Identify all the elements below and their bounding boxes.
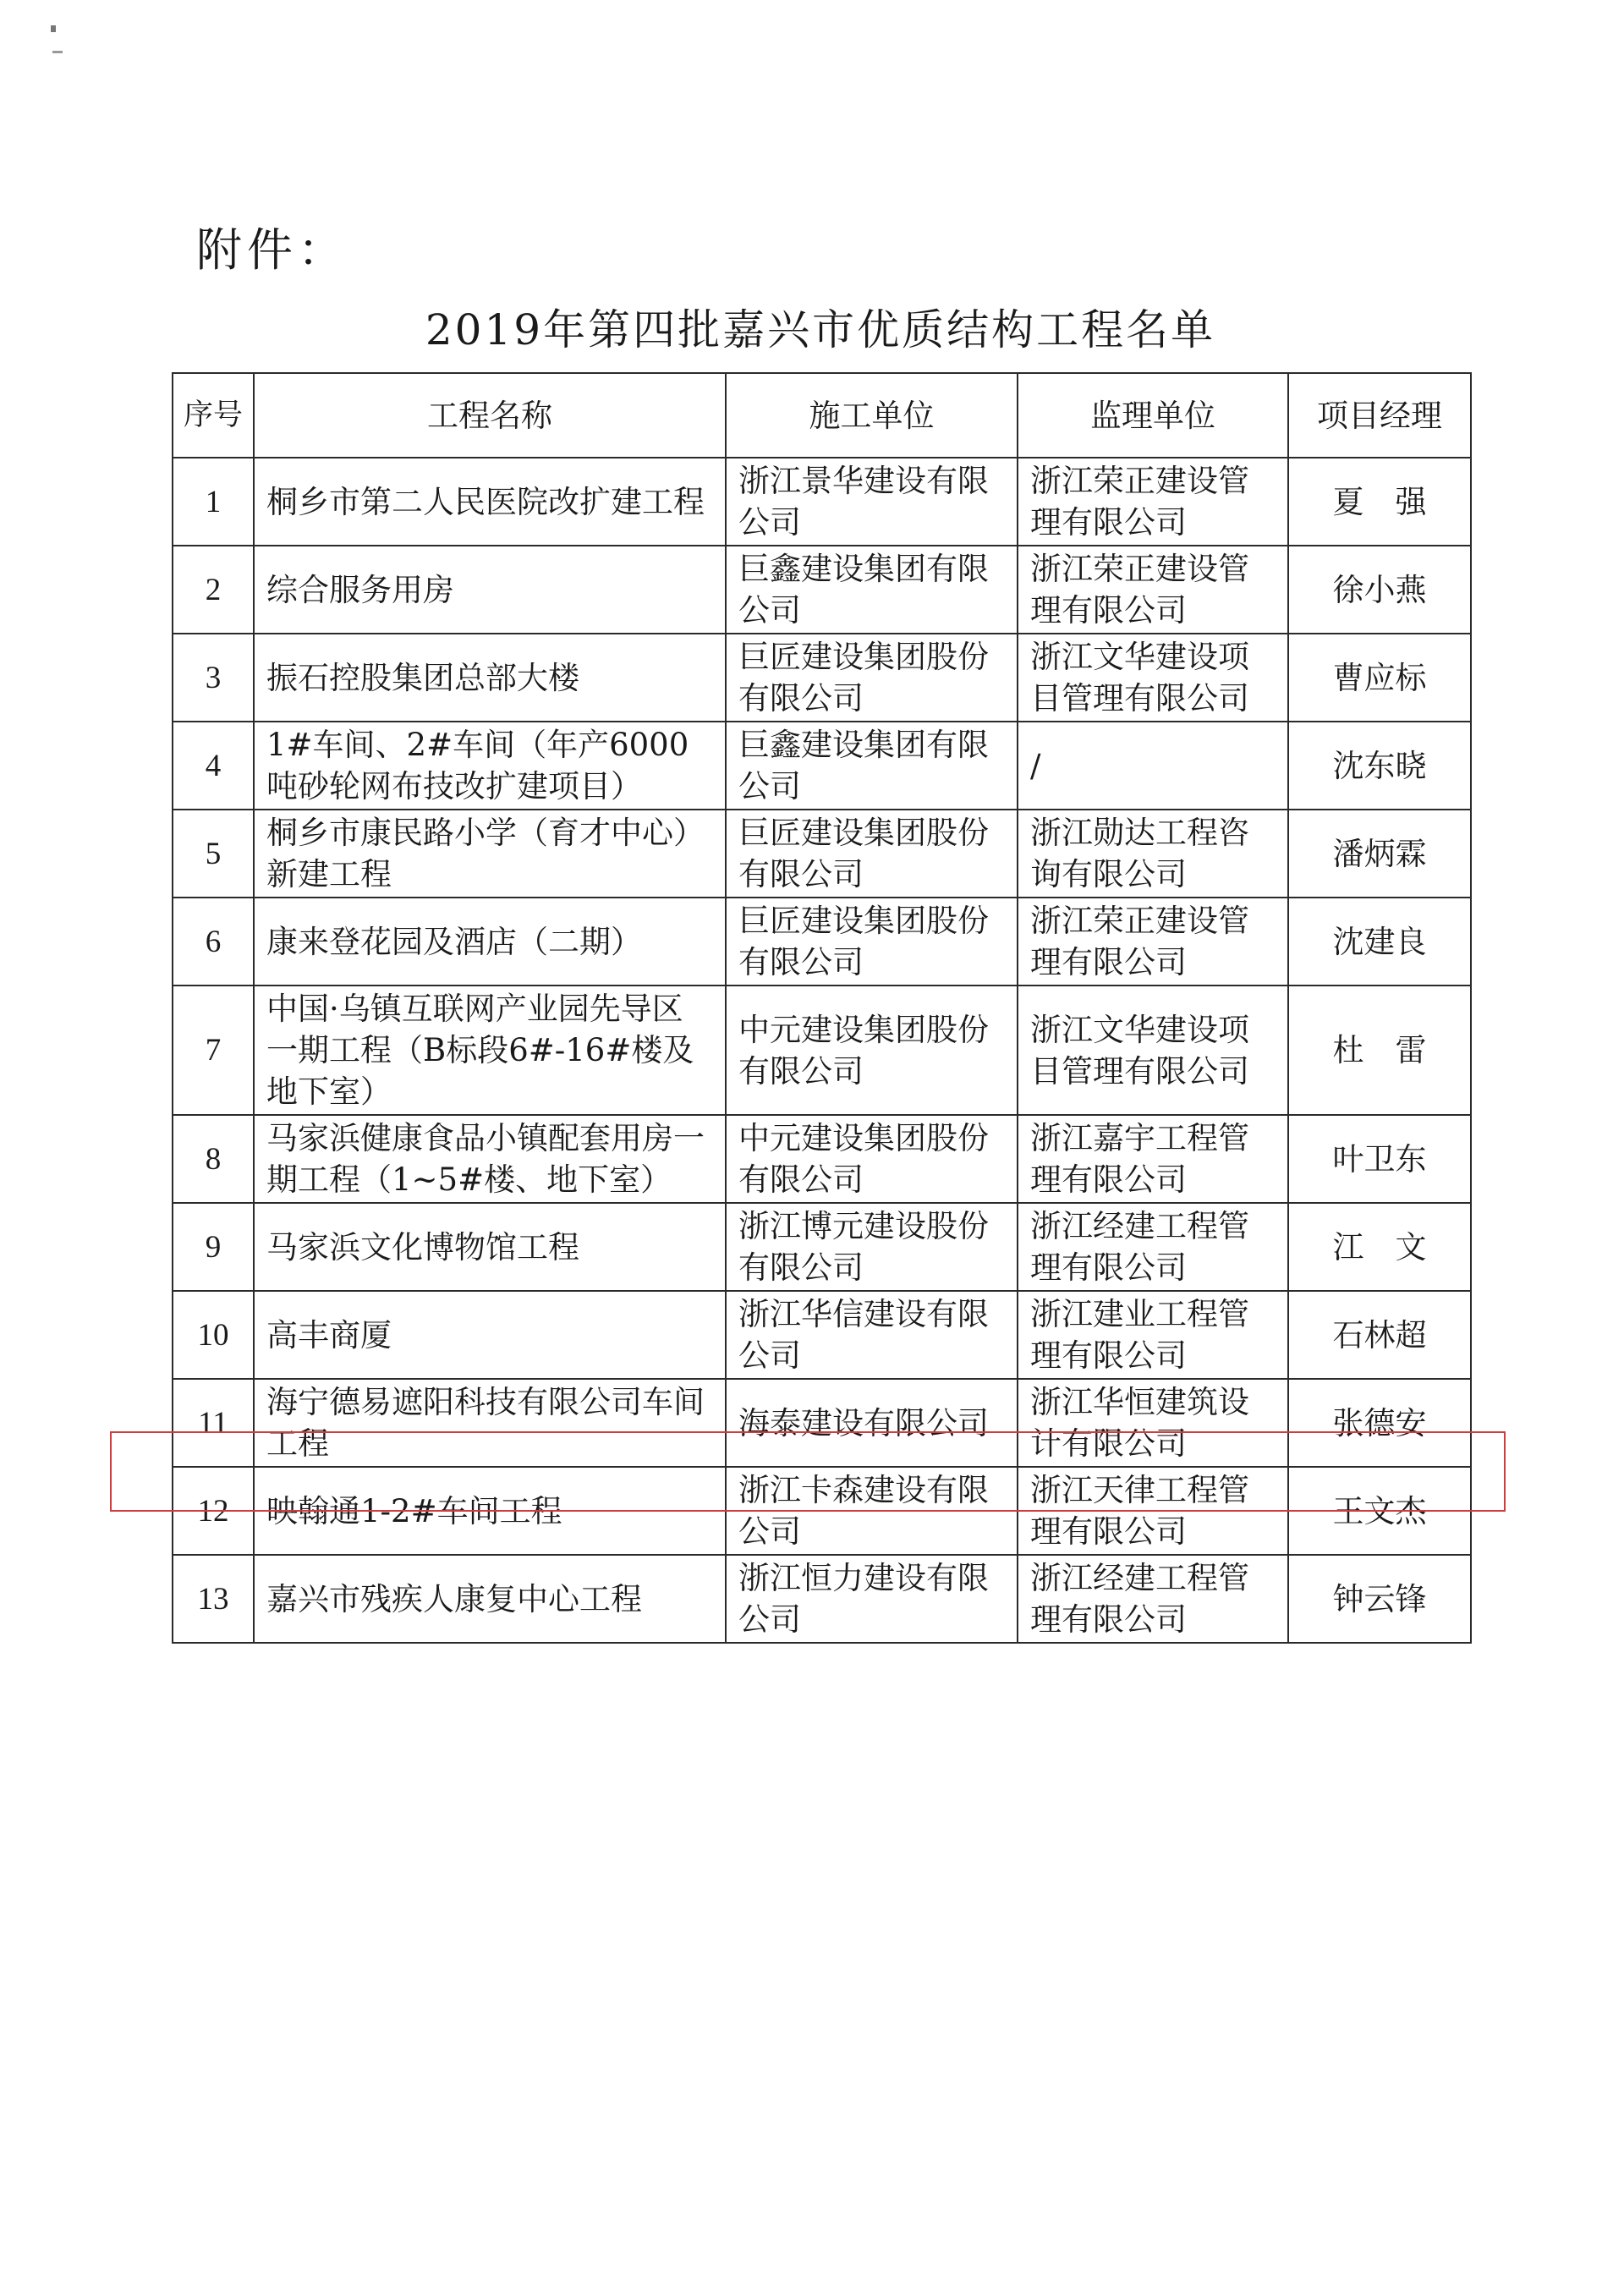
cell-supervisor: 浙江文华建设项目管理有限公司	[1018, 986, 1288, 1115]
table-row	[173, 810, 1471, 898]
table-row	[173, 458, 1471, 546]
cell-project-name: 高丰商厦	[254, 1291, 726, 1379]
cell-project-name: 马家浜健康食品小镇配套用房一期工程（1~5#楼、地下室）	[254, 1115, 726, 1203]
cell-contractor: 中元建设集团股份有限公司	[726, 986, 1018, 1115]
cell-contractor: 浙江景华建设有限公司	[726, 458, 1018, 546]
cell-project-manager: 沈建良	[1288, 898, 1471, 986]
cell-contractor: 中元建设集团股份有限公司	[726, 1115, 1018, 1203]
project-list-table	[172, 372, 1472, 1644]
cell-contractor: 巨匠建设集团股份有限公司	[726, 634, 1018, 722]
cell-project-name: 中国·乌镇互联网产业园先导区一期工程（B标段6#-16#楼及地下室）	[254, 986, 726, 1115]
header-no: 序号	[173, 373, 254, 458]
scan-artifact	[51, 25, 56, 32]
cell-supervisor: 浙江文华建设项目管理有限公司	[1018, 634, 1288, 722]
cell-no: 1	[173, 458, 254, 546]
cell-no: 11	[173, 1379, 254, 1467]
table-row	[173, 634, 1471, 722]
cell-project-name: 桐乡市康民路小学（育才中心）新建工程	[254, 810, 726, 898]
cell-supervisor: 浙江天律工程管理有限公司	[1018, 1467, 1288, 1555]
header-contractor: 施工单位	[726, 373, 1018, 458]
cell-project-manager: 徐小燕	[1288, 546, 1471, 634]
cell-no: 9	[173, 1203, 254, 1291]
cell-project-manager: 石林超	[1288, 1291, 1471, 1379]
cell-contractor: 浙江博元建设股份有限公司	[726, 1203, 1018, 1291]
cell-project-manager: 张德安	[1288, 1379, 1471, 1467]
cell-contractor: 浙江华信建设有限公司	[726, 1291, 1018, 1379]
cell-project-manager: 曹应标	[1288, 634, 1471, 722]
cell-supervisor: 浙江嘉宇工程管理有限公司	[1018, 1115, 1288, 1203]
cell-supervisor: 浙江经建工程管理有限公司	[1018, 1203, 1288, 1291]
cell-project-name: 桐乡市第二人民医院改扩建工程	[254, 458, 726, 546]
cell-no: 6	[173, 898, 254, 986]
header-supervisor: 监理单位	[1018, 373, 1288, 458]
cell-project-name: 马家浜文化博物馆工程	[254, 1203, 726, 1291]
cell-project-manager: 叶卫东	[1288, 1115, 1471, 1203]
cell-project-manager: 杜 雷	[1288, 986, 1471, 1115]
scan-artifact	[52, 51, 63, 53]
cell-project-manager: 江 文	[1288, 1203, 1471, 1291]
cell-contractor: 巨鑫建设集团有限公司	[726, 722, 1018, 810]
attachment-label: 附件：	[196, 223, 348, 277]
cell-supervisor: 浙江荣正建设管理有限公司	[1018, 458, 1288, 546]
table-row	[173, 1203, 1471, 1291]
cell-project-name: 1#车间、2#车间（年产6000吨砂轮网布技改扩建项目）	[254, 722, 726, 810]
table-row	[173, 898, 1471, 986]
table-row	[173, 1115, 1471, 1203]
cell-supervisor: 浙江勋达工程咨询有限公司	[1018, 810, 1288, 898]
cell-no: 13	[173, 1555, 254, 1643]
cell-project-name: 嘉兴市残疾人康复中心工程	[254, 1555, 726, 1643]
cell-project-name: 综合服务用房	[254, 546, 726, 634]
cell-contractor: 巨匠建设集团股份有限公司	[726, 898, 1018, 986]
cell-project-manager: 沈东晓	[1288, 722, 1471, 810]
cell-contractor: 巨鑫建设集团有限公司	[726, 546, 1018, 634]
header-manager: 项目经理	[1288, 373, 1471, 458]
table-row	[173, 986, 1471, 1115]
table-row	[173, 1467, 1471, 1555]
cell-contractor: 巨匠建设集团股份有限公司	[726, 810, 1018, 898]
cell-supervisor: 浙江荣正建设管理有限公司	[1018, 898, 1288, 986]
cell-project-manager: 夏 强	[1288, 458, 1471, 546]
table-row	[173, 722, 1471, 810]
table-row	[173, 1379, 1471, 1467]
cell-contractor: 浙江恒力建设有限公司	[726, 1555, 1018, 1643]
cell-no: 10	[173, 1291, 254, 1379]
table-header-row	[173, 373, 1471, 458]
table-row	[173, 1291, 1471, 1379]
cell-supervisor: 浙江经建工程管理有限公司	[1018, 1555, 1288, 1643]
cell-no: 2	[173, 546, 254, 634]
cell-project-name: 康来登花园及酒店（二期）	[254, 898, 726, 986]
cell-no: 3	[173, 634, 254, 722]
header-project: 工程名称	[254, 373, 726, 458]
cell-supervisor: /	[1018, 722, 1288, 810]
cell-supervisor: 浙江建业工程管理有限公司	[1018, 1291, 1288, 1379]
cell-project-manager: 钟云锋	[1288, 1555, 1471, 1643]
cell-contractor: 浙江卡森建设有限公司	[726, 1467, 1018, 1555]
cell-project-manager: 王文杰	[1288, 1467, 1471, 1555]
table-row	[173, 1555, 1471, 1643]
cell-project-name: 振石控股集团总部大楼	[254, 634, 726, 722]
cell-contractor: 海泰建设有限公司	[726, 1379, 1018, 1467]
cell-no: 5	[173, 810, 254, 898]
cell-project-name: 海宁德易遮阳科技有限公司车间工程	[254, 1379, 726, 1467]
cell-project-manager: 潘炳霖	[1288, 810, 1471, 898]
cell-no: 8	[173, 1115, 254, 1203]
cell-no: 7	[173, 986, 254, 1115]
cell-no: 4	[173, 722, 254, 810]
table-row	[173, 546, 1471, 634]
cell-supervisor: 浙江华恒建筑设计有限公司	[1018, 1379, 1288, 1467]
document-title: 2019年第四批嘉兴市优质结构工程名单	[425, 305, 1216, 354]
cell-supervisor: 浙江荣正建设管理有限公司	[1018, 546, 1288, 634]
cell-no: 12	[173, 1467, 254, 1555]
cell-project-name: 映翰通1-2#车间工程	[254, 1467, 726, 1555]
